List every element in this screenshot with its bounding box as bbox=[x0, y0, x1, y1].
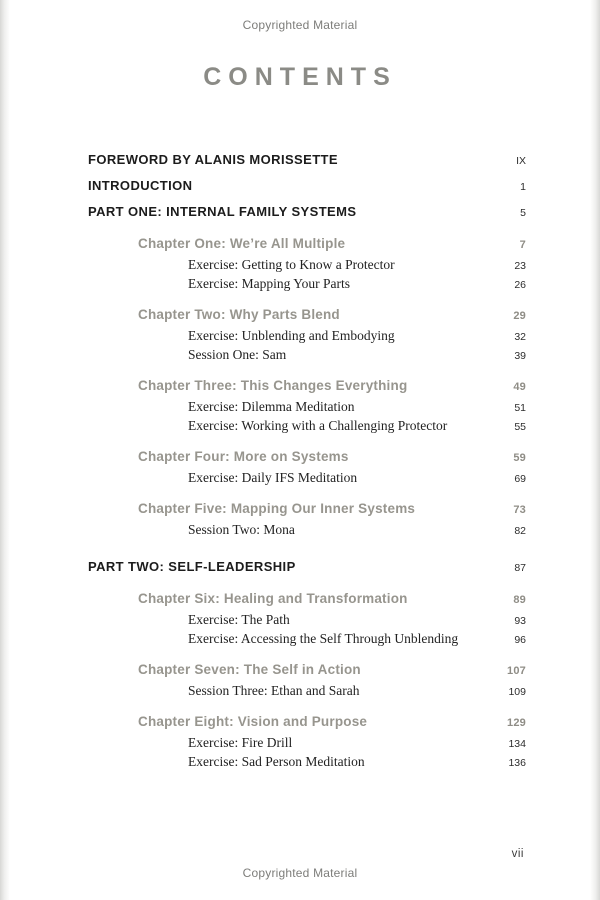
toc-entry-label: Exercise: Working with a Challenging Protector bbox=[188, 418, 448, 433]
toc-entry-page-number: 59 bbox=[513, 452, 526, 464]
toc-entry-label: FOREWORD BY ALANIS MORISSETTE bbox=[88, 152, 338, 167]
toc-entry-label: Chapter Three: This Changes Everything bbox=[138, 378, 408, 393]
toc-entry-chapter bbox=[88, 377, 526, 396]
toc-entry-label: Chapter Two: Why Parts Blend bbox=[138, 307, 340, 322]
copyright-notice-bottom: Copyrighted Material bbox=[242, 866, 358, 880]
toc-entry-sub bbox=[88, 398, 526, 417]
toc-entry-page-number: 82 bbox=[514, 525, 526, 537]
toc-entry-top bbox=[88, 151, 526, 170]
toc-entry-page-number: 89 bbox=[513, 594, 526, 606]
toc-entry-page-number: 55 bbox=[514, 421, 526, 433]
toc-entry-label: Chapter Eight: Vision and Purpose bbox=[138, 714, 368, 729]
table-of-contents bbox=[88, 151, 526, 772]
toc-entry-sub bbox=[88, 346, 526, 365]
toc-entry-page-number: 1 bbox=[520, 181, 526, 193]
toc-entry-label: Exercise: Fire Drill bbox=[188, 735, 293, 750]
page-edge-left bbox=[0, 0, 10, 900]
toc-entry-chapter bbox=[88, 306, 526, 325]
toc-entry-label: Session Two: Mona bbox=[188, 522, 295, 537]
toc-entry-page-number: 49 bbox=[513, 381, 526, 393]
copyright-notice-top: Copyrighted Material bbox=[242, 18, 358, 32]
toc-entry-page-number: 29 bbox=[513, 310, 526, 322]
toc-entry-sub bbox=[88, 682, 526, 701]
toc-entry-top bbox=[88, 177, 526, 196]
toc-entry-page-number: 7 bbox=[519, 239, 526, 251]
toc-entry-label: Session Three: Ethan and Sarah bbox=[188, 683, 360, 698]
toc-entry-chapter bbox=[88, 590, 526, 609]
toc-entry-label: Chapter One: We’re All Multiple bbox=[138, 236, 346, 251]
toc-entry-part bbox=[88, 558, 526, 577]
toc-entry-page-number: 26 bbox=[514, 279, 526, 291]
toc-entry-chapter bbox=[88, 661, 526, 680]
toc-entry-sub bbox=[88, 630, 526, 649]
toc-entry-chapter bbox=[88, 500, 526, 519]
toc-entry-label: Chapter Six: Healing and Transformation bbox=[138, 591, 408, 606]
toc-entry-part bbox=[88, 203, 526, 222]
toc-entry-label: Chapter Four: More on Systems bbox=[138, 449, 349, 464]
toc-entry-sub bbox=[88, 256, 526, 275]
toc-entry-label: Exercise: Daily IFS Meditation bbox=[188, 470, 358, 485]
toc-entry-label: Exercise: Mapping Your Parts bbox=[188, 276, 350, 291]
toc-entry-page-number: 51 bbox=[514, 402, 526, 414]
page-edge-right bbox=[590, 0, 600, 900]
toc-entry-sub bbox=[88, 753, 526, 772]
toc-entry-label: Session One: Sam bbox=[188, 347, 287, 362]
toc-entry-sub bbox=[88, 327, 526, 346]
toc-entry-label: Chapter Five: Mapping Our Inner Systems bbox=[138, 501, 416, 516]
toc-entry-chapter bbox=[88, 448, 526, 467]
toc-entry-sub bbox=[88, 417, 526, 436]
toc-entry-page-number: 5 bbox=[520, 207, 526, 219]
toc-entry-label: INTRODUCTION bbox=[88, 178, 193, 193]
toc-entry-page-number: 109 bbox=[508, 686, 526, 698]
toc-entry-sub bbox=[88, 734, 526, 753]
toc-entry-sub bbox=[88, 611, 526, 630]
toc-entry-sub bbox=[88, 521, 526, 540]
toc-entry-page-number: 39 bbox=[514, 350, 526, 362]
toc-entry-page-number: 136 bbox=[508, 757, 526, 769]
toc-entry-label: Chapter Seven: The Self in Action bbox=[138, 662, 361, 677]
contents-title: CONTENTS bbox=[203, 63, 397, 91]
toc-entry-page-number: 129 bbox=[507, 717, 526, 729]
toc-entry-page-number: 134 bbox=[508, 738, 526, 750]
toc-entry-page-number: 93 bbox=[514, 615, 526, 627]
toc-entry-chapter bbox=[88, 713, 526, 732]
toc-entry-label: Exercise: Getting to Know a Protector bbox=[188, 257, 395, 272]
folio-page-number: vii bbox=[511, 848, 524, 860]
toc-entry-chapter bbox=[88, 235, 526, 254]
toc-entry-label: Exercise: Unblending and Embodying bbox=[188, 328, 395, 343]
toc-entry-page-number: 107 bbox=[507, 665, 526, 677]
toc-entry-label: Exercise: Sad Person Meditation bbox=[188, 754, 365, 769]
toc-entry-label: PART ONE: INTERNAL FAMILY SYSTEMS bbox=[88, 204, 357, 219]
toc-entry-page-number: 69 bbox=[514, 473, 526, 485]
toc-entry-label: Exercise: Accessing the Self Through Unblending bbox=[188, 631, 459, 646]
toc-entry-page-number: 73 bbox=[513, 504, 526, 516]
toc-entry-label: PART TWO: SELF-LEADERSHIP bbox=[88, 559, 296, 574]
toc-entry-sub bbox=[88, 275, 526, 294]
toc-entry-page-number: IX bbox=[516, 155, 526, 167]
toc-entry-sub bbox=[88, 469, 526, 488]
toc-entry-page-number: 32 bbox=[514, 331, 526, 343]
toc-entry-page-number: 23 bbox=[514, 260, 526, 272]
toc-entry-label: Exercise: The Path bbox=[188, 612, 290, 627]
toc-entry-label: Exercise: Dilemma Meditation bbox=[188, 399, 355, 414]
toc-entry-page-number: 87 bbox=[514, 562, 526, 574]
toc-entry-page-number: 96 bbox=[514, 634, 526, 646]
